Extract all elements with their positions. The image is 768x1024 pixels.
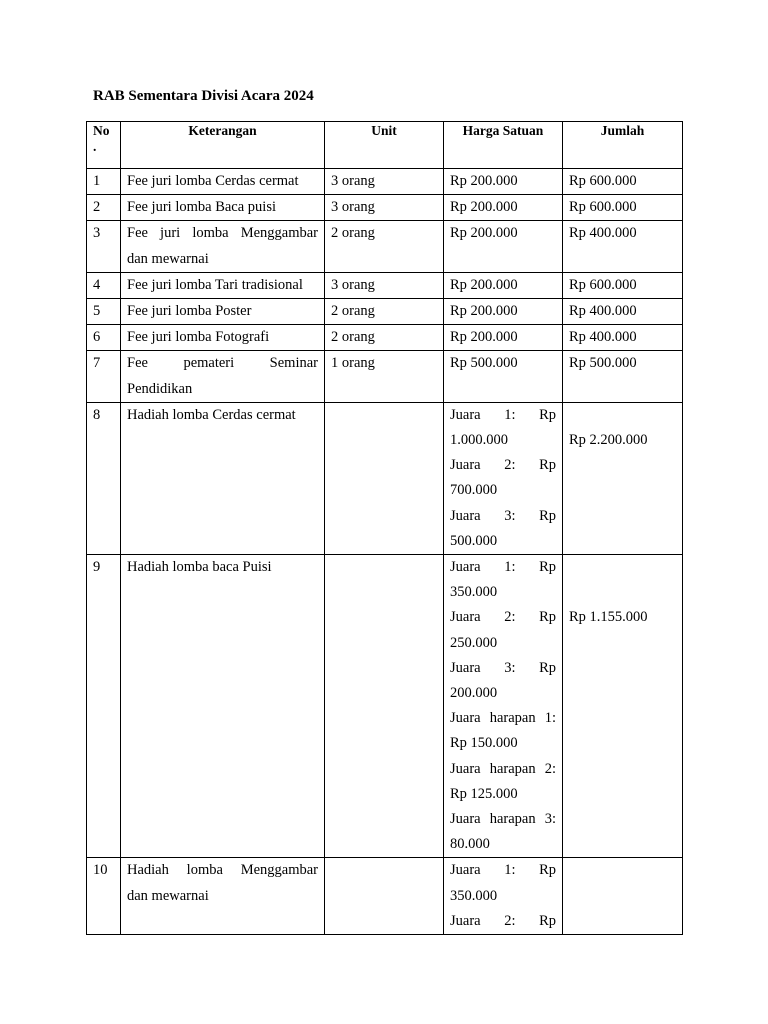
prize-line: Juara 1: Rp [450, 406, 556, 423]
cell-harga-multiline [444, 858, 563, 935]
cell-harga: Rp 500.000 [444, 351, 563, 402]
cell-harga-multiline [444, 402, 563, 554]
header-unit: Unit [325, 122, 444, 169]
cell-jumlah: Rp 600.000 [563, 195, 683, 221]
cell-no: 4 [87, 272, 121, 298]
cell-jumlah-value: Rp 1.155.000 [569, 609, 648, 626]
header-no [87, 122, 121, 169]
cell-jumlah [563, 555, 683, 858]
cell-unit [325, 402, 444, 554]
cell-unit: 3 orang [325, 195, 444, 221]
cell-keterangan-line: Pendidikan [127, 380, 193, 397]
budget-table [86, 121, 683, 935]
cell-keterangan [121, 221, 325, 272]
table-header-row [87, 122, 683, 169]
cell-keterangan-line: dan mewarnai [127, 887, 209, 904]
header-jumlah: Jumlah [563, 122, 683, 169]
cell-jumlah: Rp 600.000 [563, 169, 683, 195]
prize-line: Juara 2: Rp [450, 912, 556, 929]
prize-line: 1.000.000 [450, 432, 508, 449]
table-row [87, 402, 683, 554]
cell-keterangan: Fee juri lomba Fotografi [121, 325, 325, 351]
prize-line: Juara 2: Rp [450, 457, 556, 474]
table-row [87, 325, 683, 351]
table-row [87, 299, 683, 325]
prize-line: Juara harapan 3: [450, 811, 556, 828]
cell-keterangan [121, 858, 325, 935]
cell-keterangan: Fee juri lomba Poster [121, 299, 325, 325]
prize-line: Juara harapan 2: [450, 760, 556, 777]
cell-keterangan: Hadiah lomba baca Puisi [121, 555, 325, 858]
cell-unit: 3 orang [325, 169, 444, 195]
prize-line: 250.000 [450, 634, 498, 651]
prize-line: Juara 1: Rp [450, 862, 556, 879]
cell-keterangan: Fee juri lomba Cerdas cermat [121, 169, 325, 195]
table-row [87, 272, 683, 298]
cell-harga-multiline [444, 555, 563, 858]
prize-line: Juara harapan 1: [450, 710, 556, 727]
document-title: RAB Sementara Divisi Acara 2024 [93, 88, 314, 104]
prize-line: 350.000 [450, 584, 498, 601]
cell-keterangan-line: Fee juri lomba Menggambar [127, 225, 318, 242]
cell-jumlah: Rp 500.000 [563, 351, 683, 402]
cell-jumlah: Rp 400.000 [563, 325, 683, 351]
header-no-dot: . [93, 139, 97, 154]
cell-keterangan-line: Fee pemateri Seminar [127, 355, 318, 372]
prize-line: 80.000 [450, 836, 490, 853]
cell-harga: Rp 200.000 [444, 272, 563, 298]
cell-harga: Rp 200.000 [444, 221, 563, 272]
cell-harga: Rp 200.000 [444, 169, 563, 195]
table-row [87, 195, 683, 221]
prize-line: 200.000 [450, 685, 498, 702]
cell-jumlah: Rp 400.000 [563, 221, 683, 272]
cell-harga: Rp 200.000 [444, 325, 563, 351]
cell-keterangan-line: Hadiah lomba Menggambar [127, 862, 318, 879]
cell-keterangan: Fee juri lomba Tari tradisional [121, 272, 325, 298]
cell-unit: 2 orang [325, 221, 444, 272]
cell-no: 1 [87, 169, 121, 195]
cell-jumlah [563, 402, 683, 554]
cell-unit: 3 orang [325, 272, 444, 298]
prize-line: 700.000 [450, 482, 498, 499]
table-row [87, 169, 683, 195]
cell-keterangan-line: dan mewarnai [127, 250, 209, 267]
cell-no: 7 [87, 351, 121, 402]
table-row [87, 221, 683, 272]
cell-unit [325, 555, 444, 858]
cell-keterangan: Fee juri lomba Baca puisi [121, 195, 325, 221]
cell-jumlah: Rp 600.000 [563, 272, 683, 298]
cell-jumlah: Rp 400.000 [563, 299, 683, 325]
prize-line: Juara 2: Rp [450, 609, 556, 626]
header-harga-satuan: Harga Satuan [444, 122, 563, 169]
prize-line: 500.000 [450, 532, 498, 549]
cell-no: 2 [87, 195, 121, 221]
header-keterangan: Keterangan [121, 122, 325, 169]
table-row [87, 858, 683, 935]
cell-harga: Rp 200.000 [444, 299, 563, 325]
cell-no: 3 [87, 221, 121, 272]
cell-unit: 1 orang [325, 351, 444, 402]
cell-unit [325, 858, 444, 935]
cell-keterangan [121, 351, 325, 402]
prize-line: Juara 3: Rp [450, 507, 556, 524]
prize-line: Rp 150.000 [450, 735, 518, 752]
prize-line: Juara 3: Rp [450, 659, 556, 676]
cell-jumlah-value: Rp 2.200.000 [569, 432, 648, 449]
cell-jumlah [563, 858, 683, 935]
cell-no: 9 [87, 555, 121, 858]
cell-unit: 2 orang [325, 299, 444, 325]
cell-harga: Rp 200.000 [444, 195, 563, 221]
cell-no: 6 [87, 325, 121, 351]
table-row [87, 555, 683, 858]
cell-no: 8 [87, 402, 121, 554]
prize-line: 350.000 [450, 887, 498, 904]
cell-unit: 2 orang [325, 325, 444, 351]
cell-no: 5 [87, 299, 121, 325]
table-row [87, 351, 683, 402]
prize-line: Rp 125.000 [450, 785, 518, 802]
prize-line: Juara 1: Rp [450, 559, 556, 576]
header-no-text: No [93, 123, 110, 138]
cell-no: 10 [87, 858, 121, 935]
cell-keterangan: Hadiah lomba Cerdas cermat [121, 402, 325, 554]
